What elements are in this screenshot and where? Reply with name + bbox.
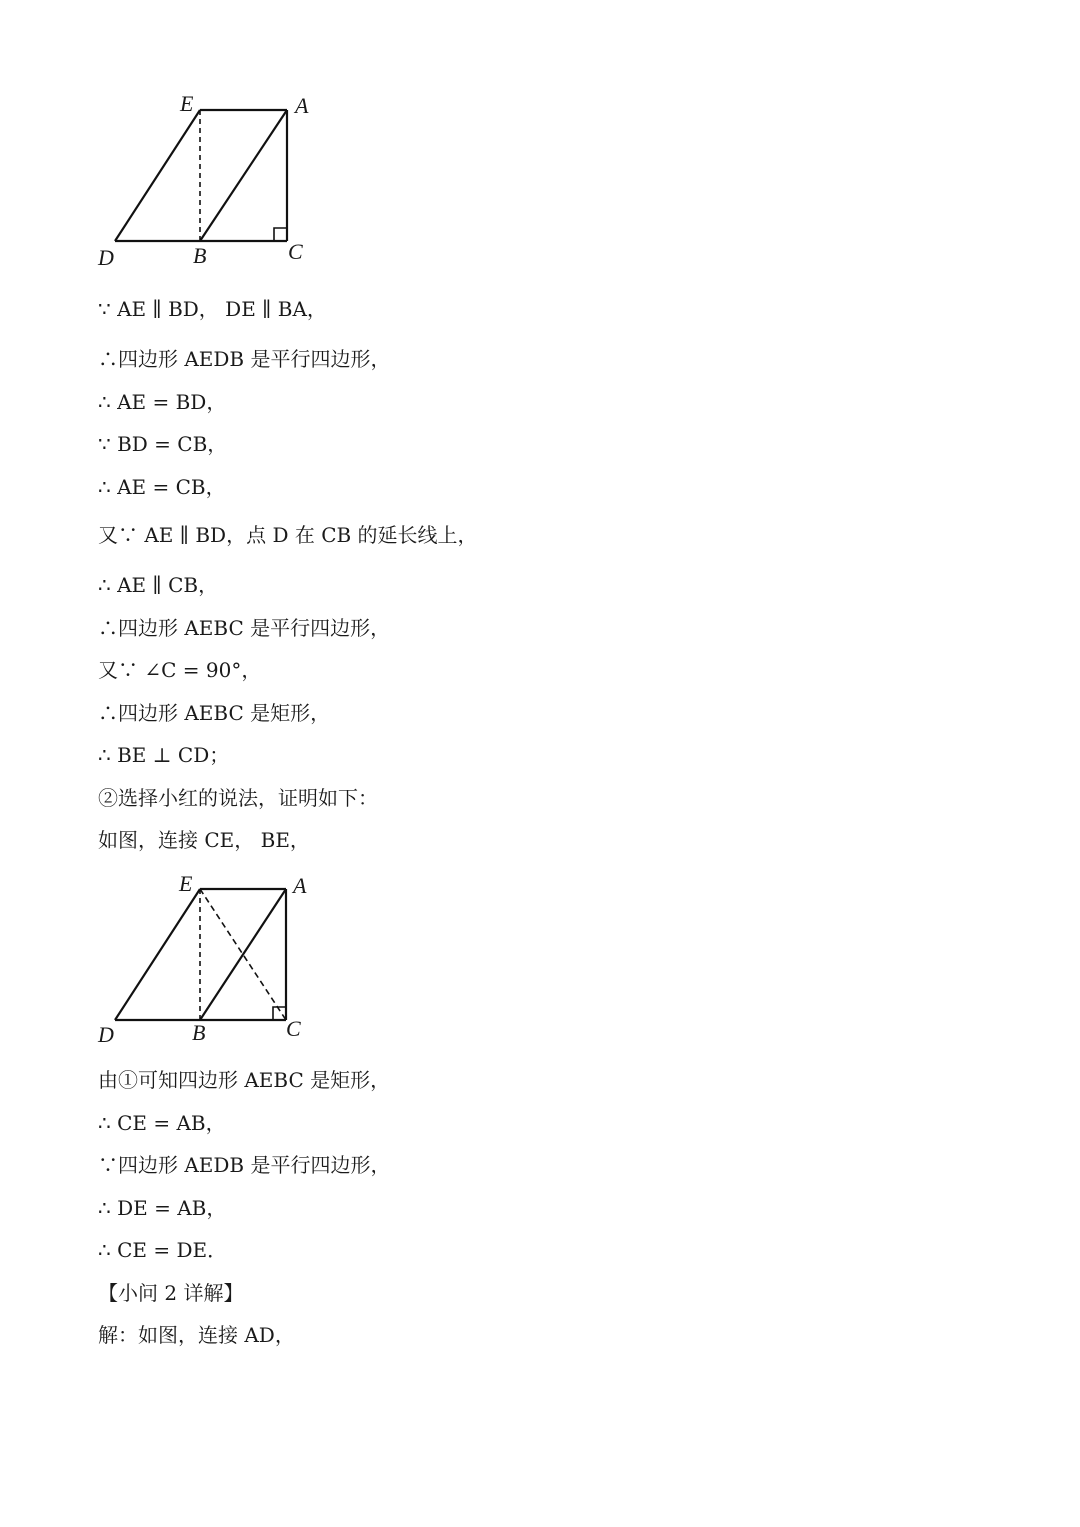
- text-line-13: 如图，连接 CE， BE，: [98, 828, 310, 852]
- label-C: C: [288, 239, 303, 264]
- text-line-5: ∴ AE = CB，: [98, 475, 226, 499]
- label-D: D: [98, 245, 114, 270]
- label-B: B: [193, 243, 207, 268]
- label-E: E: [179, 871, 193, 896]
- text-line-8: ∴四边形 AEBC 是平行四边形，: [98, 616, 391, 640]
- text-line-16: ∵四边形 AEDB 是平行四边形，: [98, 1153, 391, 1177]
- figure-parallelogram-1: [90, 85, 330, 275]
- segment-DE: [115, 110, 200, 241]
- label-A: A: [293, 873, 307, 898]
- label-A: A: [295, 93, 309, 118]
- text-line-4: ∵ BD = CB，: [98, 432, 228, 456]
- text-line-17: ∴ DE = AB，: [98, 1196, 227, 1220]
- figure-1-svg: [90, 85, 330, 275]
- segment-DE: [115, 889, 200, 1020]
- label-D: D: [98, 1022, 114, 1047]
- text-line-14: 由①可知四边形 AEBC 是矩形，: [98, 1068, 391, 1092]
- text-line-6: 又∵ AE ∥ BD，点 D 在 CB 的延长线上，: [98, 523, 478, 547]
- text-line-9: 又∵ ∠C = 90°，: [98, 658, 262, 682]
- label-B: B: [192, 1020, 206, 1045]
- text-line-15: ∴ CE = AB，: [98, 1111, 226, 1135]
- figure-2-svg: [90, 865, 330, 1055]
- text-line-12: ②选择小红的说法，证明如下：: [98, 786, 378, 810]
- text-line-20: 解：如图，连接 AD，: [98, 1323, 295, 1347]
- text-line-2: ∴四边形 AEDB 是平行四边形，: [98, 347, 391, 371]
- text-line-3: ∴ AE = BD，: [98, 390, 227, 414]
- section-heading: 【小问 2 详解】: [98, 1281, 244, 1305]
- figure-parallelogram-2: [90, 865, 330, 1055]
- text-line-11: ∴ BE ⊥ CD；: [98, 743, 230, 767]
- text-line-18: ∴ CE = DE．: [98, 1238, 228, 1262]
- text-line-10: ∴四边形 AEBC 是矩形，: [98, 701, 331, 725]
- text-line-1: ∵ AE ∥ BD， DE ∥ BA，: [98, 297, 327, 321]
- segment-BA: [200, 110, 287, 241]
- label-E: E: [180, 91, 194, 116]
- label-C: C: [286, 1016, 301, 1041]
- text-line-7: ∴ AE ∥ CB，: [98, 573, 219, 597]
- right-angle-mark: [274, 228, 287, 241]
